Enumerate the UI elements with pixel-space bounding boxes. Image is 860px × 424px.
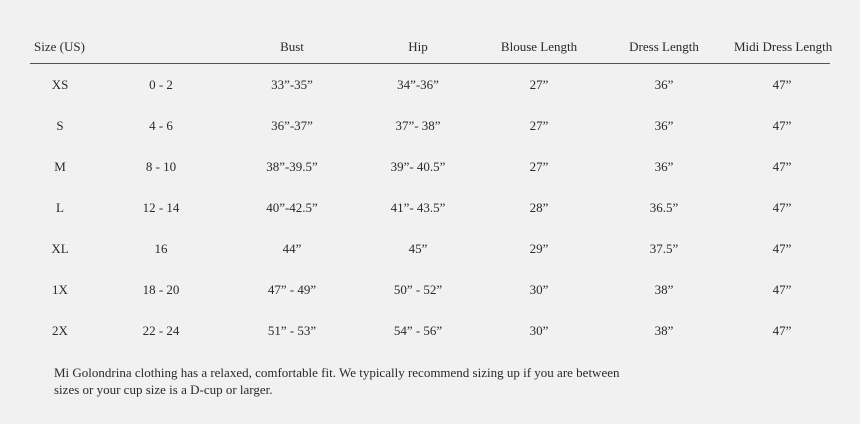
midi-dress-length-cell: 47” bbox=[772, 281, 792, 297]
bust-cell: 33”-35” bbox=[271, 76, 313, 92]
midi-dress-length-cell: 47” bbox=[772, 158, 792, 174]
blouse-length-cell: 28” bbox=[529, 199, 549, 215]
midi-dress-length-cell: 47” bbox=[772, 240, 792, 256]
dress-length-cell: 36” bbox=[654, 76, 674, 92]
dress-length-cell: 38” bbox=[654, 281, 674, 297]
blouse-length-cell: 30” bbox=[529, 322, 549, 338]
header-dress-length: Dress Length bbox=[594, 30, 734, 64]
hip-cell: 34”-36” bbox=[397, 76, 439, 92]
header-numeric-size bbox=[90, 30, 232, 64]
dress-length-cell: 37.5” bbox=[649, 240, 679, 256]
table-row bbox=[30, 64, 830, 106]
midi-dress-length-cell: 47” bbox=[772, 117, 792, 133]
hip-cell: 45” bbox=[408, 240, 428, 256]
size-cell: XS bbox=[51, 76, 69, 92]
dress-length-cell: 36.5” bbox=[649, 199, 679, 215]
numeric-size-cell: 0 - 2 bbox=[149, 76, 173, 92]
blouse-length-cell: 29” bbox=[529, 240, 549, 256]
fit-note bbox=[54, 364, 674, 398]
bust-cell: 38”-39.5” bbox=[266, 158, 318, 174]
header-hip: Hip bbox=[352, 30, 484, 64]
bust-cell: 40”-42.5” bbox=[266, 199, 318, 215]
table-row bbox=[30, 269, 830, 310]
numeric-size-cell: 18 - 20 bbox=[142, 281, 180, 297]
fit-note-line: Mi Golondrina clothing has a relaxed, comfortable fit. We typically recommend sizing up if you are between bbox=[54, 365, 620, 380]
blouse-length-cell: 27” bbox=[529, 117, 549, 133]
hip-cell: 37”- 38” bbox=[395, 117, 441, 133]
blouse-length-cell: 27” bbox=[529, 158, 549, 174]
blouse-length-cell: 30” bbox=[529, 281, 549, 297]
dress-length-cell: 36” bbox=[654, 117, 674, 133]
size-cell: M bbox=[54, 158, 66, 174]
hip-cell: 39”- 40.5” bbox=[390, 158, 446, 174]
numeric-size-cell: 8 - 10 bbox=[145, 158, 177, 174]
header-midi-dress-length: Midi Dress Length bbox=[734, 30, 830, 64]
midi-dress-length-cell: 47” bbox=[772, 199, 792, 215]
bust-cell: 36”-37” bbox=[271, 117, 313, 133]
bust-cell: 47” - 49” bbox=[267, 281, 317, 297]
blouse-length-cell: 27” bbox=[529, 76, 549, 92]
midi-dress-length-cell: 47” bbox=[772, 76, 792, 92]
header-bust: Bust bbox=[232, 30, 352, 64]
size-chart-table bbox=[30, 30, 833, 351]
midi-dress-length-cell: 47” bbox=[772, 322, 792, 338]
size-cell: 2X bbox=[52, 322, 68, 338]
numeric-size-cell: 16 bbox=[154, 240, 168, 256]
size-cell: L bbox=[56, 199, 64, 215]
table-row bbox=[30, 146, 830, 187]
table-row bbox=[30, 228, 830, 269]
numeric-size-cell: 4 - 6 bbox=[149, 117, 173, 133]
hip-cell: 54” - 56” bbox=[393, 322, 443, 338]
hip-cell: 41”- 43.5” bbox=[390, 199, 446, 215]
header-row bbox=[30, 30, 830, 64]
header-size-us: Size (US) bbox=[30, 30, 90, 64]
fit-note-line: sizes or your cup size is a D-cup or larger. bbox=[54, 382, 273, 397]
table-row bbox=[30, 105, 830, 146]
numeric-size-cell: 12 - 14 bbox=[142, 199, 180, 215]
dress-length-cell: 38” bbox=[654, 322, 674, 338]
table-row bbox=[30, 187, 830, 228]
table-row bbox=[30, 310, 830, 351]
size-cell: 1X bbox=[52, 281, 68, 297]
numeric-size-cell: 22 - 24 bbox=[142, 322, 180, 338]
dress-length-cell: 36” bbox=[654, 158, 674, 174]
bust-cell: 44” bbox=[282, 240, 302, 256]
header-blouse-length: Blouse Length bbox=[484, 30, 594, 64]
bust-cell: 51” - 53” bbox=[267, 322, 317, 338]
hip-cell: 50” - 52” bbox=[393, 281, 443, 297]
size-cell: XL bbox=[51, 240, 69, 256]
size-cell: S bbox=[56, 117, 64, 133]
